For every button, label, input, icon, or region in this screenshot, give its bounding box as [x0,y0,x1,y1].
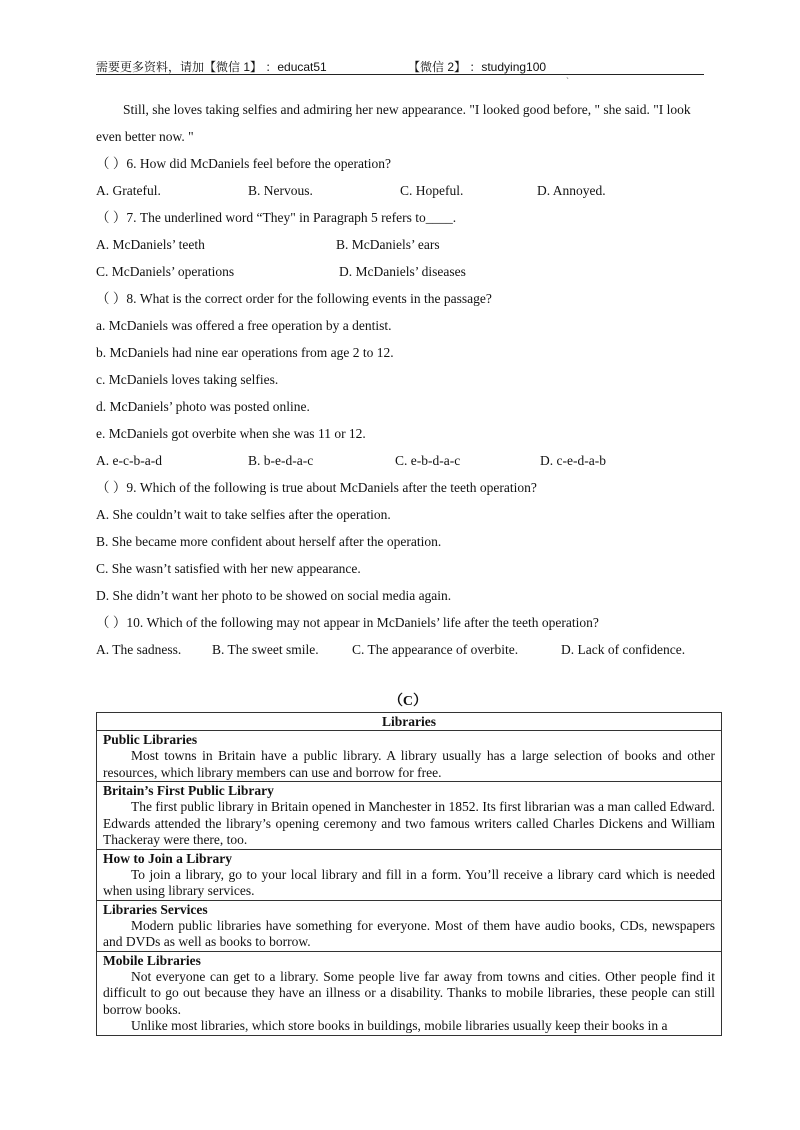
section-c-label: （C） [388,694,428,709]
header-divider [96,74,704,75]
row-heading: Mobile Libraries [103,952,201,968]
option-d[interactable]: D. c-e-d-a-b [540,453,606,468]
table-row-public-libraries [97,731,721,782]
question-9-stem: （ ）9. Which of the following is true about McDaniels after the teeth operation? [96,480,537,495]
option-c[interactable]: C. She wasn’t satisfied with her new appearance. [96,561,361,576]
event-d: d. McDaniels’ photo was posted online. [96,399,310,414]
row-heading: Public Libraries [103,732,198,747]
option-b[interactable]: B. McDaniels’ ears [336,237,440,252]
row-text: Unlike most libraries, which store books in buildings, mobile libraries usually keep their books in a [131,1018,668,1033]
passage-ending-paragraph: Still, she loves taking selfies and admiring her new appearance. "I looked good before, " she said. "I look even better now. " [96,102,691,144]
question-7-stem: （ ）7. The underlined word “They" in Paragraph 5 refers to____. [96,210,457,225]
page-header [96,56,704,76]
question-10-options [96,636,716,663]
option-c[interactable]: C. Hopeful. [400,183,464,198]
question-10-stem: （ ）10. Which of the following may not appear in McDaniels’ life after the teeth operation? [96,615,599,630]
row-text: Not everyone can get to a library. Some people live far away from towns and cities. Other people find it difficult to go out because they have an illness or a disability. Thanks to mobile libraries, these people can still borrow books. [103,968,715,1017]
table-row-join-library [97,850,721,901]
row-text: The first public library in Britain opened in Manchester in 1852. Its first librarian was a man called Edward. Edwards attended the library’s opening ceremony and two famous writers called Charles Dickens and William Thackeray were there, too. [103,799,715,847]
table-title: Libraries [97,713,721,731]
event-c: c. McDaniels loves taking selfies. [96,372,279,387]
question-7-options-row-1 [96,231,716,258]
event-b: b. McDaniels had nine ear operations from age 2 to 12. [96,345,394,360]
row-heading: Britain’s First Public Library [103,783,274,798]
option-a[interactable]: A. She couldn’t wait to take selfies after the operation. [96,507,391,522]
option-d[interactable]: D. She didn’t want her photo to be showed on social media again. [96,588,452,603]
table-row-mobile-libraries [97,952,721,1035]
option-a[interactable]: A. Grateful. [96,183,161,198]
option-d[interactable]: D. Lack of confidence. [561,642,686,657]
option-b[interactable]: B. b-e-d-a-c [248,453,314,468]
option-d[interactable]: D. Annoyed. [537,183,606,198]
option-b[interactable]: B. She became more confident about herself after the operation. [96,534,442,549]
row-text: To join a library, go to your local library and fill in a form. You’ll receive a library card which is needed when using library services. [103,866,715,898]
option-b[interactable]: B. Nervous. [248,183,313,198]
question-8-options [96,447,716,474]
question-8-stem: （ ）8. What is the correct order for the following events in the passage? [96,291,492,306]
option-c[interactable]: C. e-b-d-a-c [395,453,461,468]
row-heading: Libraries Services [103,901,208,917]
question-6-stem: （ ）6. How did McDaniels feel before the operation? [96,156,392,171]
header-mark: ˋ [566,76,569,86]
row-text: Modern public libraries have something for everyone. Most of them have audio books, CDs, newspapers and DVDs as well as books to borrow. [103,917,715,949]
question-7-options-row-2 [96,258,716,285]
row-heading: How to Join a Library [103,850,233,866]
option-b[interactable]: B. The sweet smile. [212,642,319,657]
option-a[interactable]: A. e-c-b-a-d [96,453,162,468]
libraries-table [96,712,722,1036]
option-a[interactable]: A. McDaniels’ teeth [96,237,205,252]
event-a: a. McDaniels was offered a free operation by a dentist. [96,318,392,333]
question-section [96,96,716,663]
table-row-library-services [97,901,721,952]
header-contact-1: 需要更多资料，请加【微信 1】 ：educat51 [96,60,327,74]
option-d[interactable]: D. McDaniels’ diseases [339,264,466,279]
option-a[interactable]: A. The sadness. [96,642,182,657]
question-6-options [96,177,716,204]
table-row-first-public-library [97,782,721,850]
header-contact-2: 【微信 2】 ：studying100 [408,60,547,74]
option-c[interactable]: C. The appearance of overbite. [352,642,519,657]
event-e: e. McDaniels got overbite when she was 11 or 12. [96,426,366,441]
option-c[interactable]: C. McDaniels’ operations [96,264,235,279]
row-text: Most towns in Britain have a public library. A library usually has a large selection of books and other resources, which library members can use and borrow for free. [103,748,715,780]
